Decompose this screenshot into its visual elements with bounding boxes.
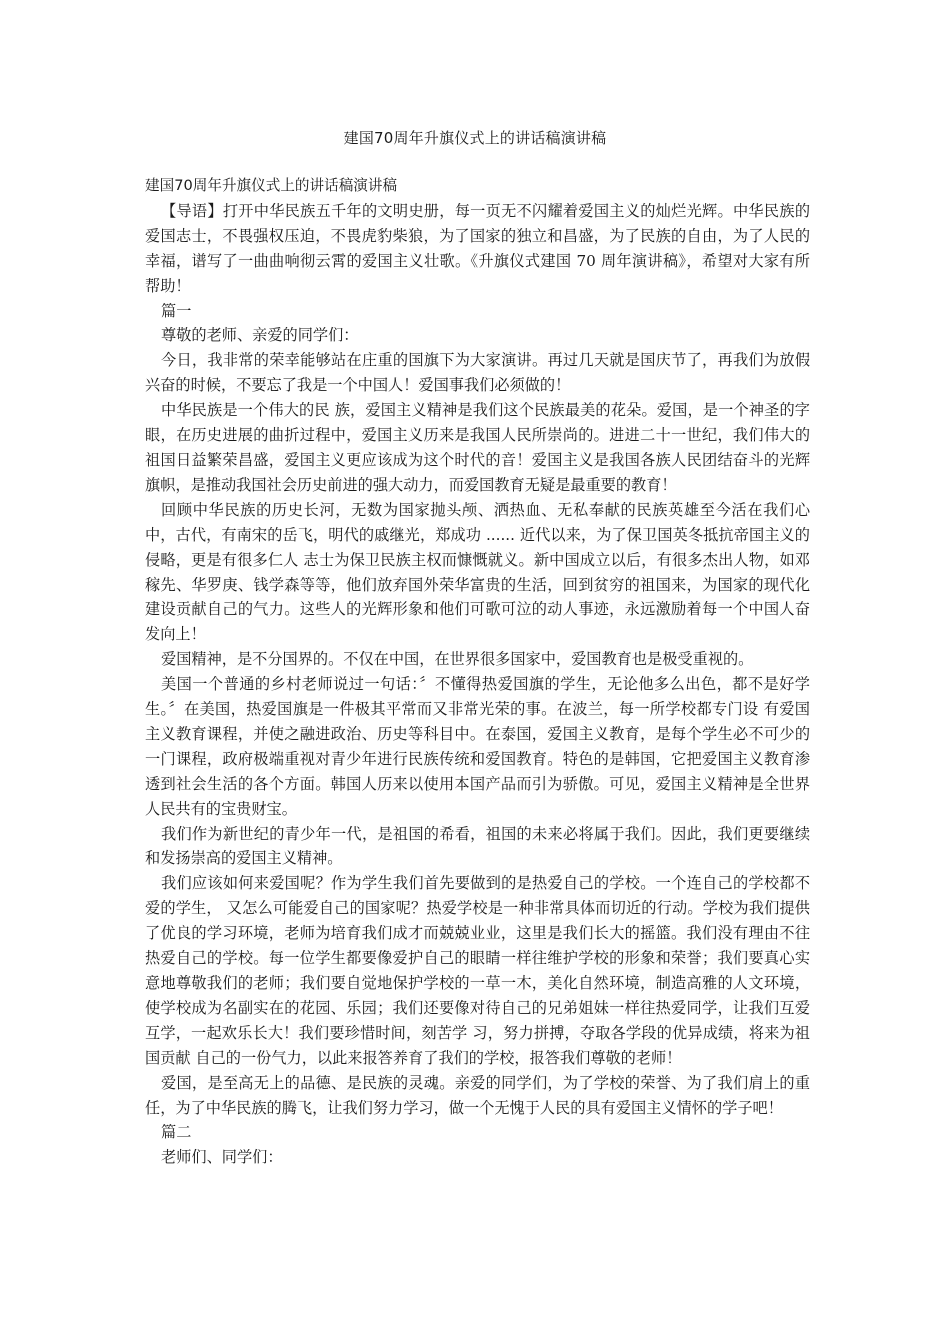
paragraph: 美国一个普通的乡村老师说过一句话：〞不懂得热爱国旗的学生，无论他多么出色，都不是好学生。〞在美国，热爱国旗是一件极其平常而又非常光荣的事。在波兰，每一所学校都专门设 有爱国主义教育课程，并使之融进政治、历史等科目中。在泰国，爱国主义教育，是每个学生必不可少的一门课程，政府极端重视对青少年进行民族传统和爱国教育。特色的是韩国，它把爱国主义教育渗透到社会生活的各个方面。韩国人历来以使用本国产品而引为骄傲。可见，爱国主义精神是全世界人民共有的宝贵财宝。 — [145, 675, 810, 818]
paragraph: 今日，我非常的荣幸能够站在庄重的国旗下为大家演讲。再过几天就是国庆节了，再我们为放假兴奋的时候，不要忘了我是一个中国人！爱国事我们必须做的！ — [145, 351, 810, 395]
document-body — [145, 174, 810, 1170]
paragraph: 我们作为新世纪的青少年一代，是祖国的希看，祖国的未来必将属于我们。因此，我们更要继续和发扬崇高的爱国主义精神。 — [145, 824, 810, 868]
paragraph: 爱国，是至高无上的品德、是民族的灵魂。亲爱的同学们，为了学校的荣誉、为了我们肩上的重任，为了中华民族的腾飞，让我们努力学习，做一个无愧于人民的具有爱国主义情怀的学子吧！ — [145, 1073, 810, 1117]
paragraph: 我们应该如何来爱国呢？作为学生我们首先要做到的是热爱自己的学校。一个连自己的学校都不爱的学生， 又怎么可能爱自己的国家呢？热爱学校是一种非常具体而切近的行动。学校为我们提供了优良的学习环境，老师为培育我们成才而兢兢业业，这里是我们长大的摇篮。我们没有理由不往热爱自己的学校。每一位学生都要像爱护自己的眼睛一样往维护学校的形象和荣誉；我们要真心实意地尊敬我们的老师；我们要自觉地保护学校的一草一木，美化自然环境，制造高雅的人文环境，使学校成为名副实在的花园、乐园；我们还要像对待自己的兄弟姐妹一样往热爱同学，让我们互爱互学，一起欢乐长大！我们要珍惜时间，刻苦学 习，努力拼搏，夺取各学段的优异成绩，将来为祖国贡献 自己的一份气力，以此来报答养育了我们的学校，报答我们尊敬的老师！ — [145, 874, 810, 1067]
salutation: 尊敬的老师、亲爱的同学们： — [161, 326, 359, 345]
section-heading-2: 篇二 — [161, 1123, 192, 1142]
document-title: 建国70周年升旗仪式上的讲话稿演讲稿 — [343, 129, 607, 147]
document-subtitle: 建国70周年升旗仪式上的讲话稿演讲稿 — [145, 177, 398, 194]
paragraph: 爱国精神，是不分国界的。不仅在中国，在世界很多国家中，爱国教育也是极受重视的。 — [161, 650, 754, 669]
section-heading-1: 篇一 — [161, 301, 192, 320]
paragraph: 回顾中华民族的历史长河，无数为国家抛头颅、洒热血、无私奉献的民族英雄至今活在我们心中，古代，有南宋的岳飞，明代的戚继光，郑成功 ...... 近代以来，为了保卫国英冬抵抗帝国主义的侵略，更是有很多仁人 志士为保卫民族主权而慷慨就义。新中国成立以后，有很多杰出人物，如邓稼先、华罗庚、钱学森等等，他们放弃国外荣华富贵的生活，回到贫穷的祖国来，为国家的现代化建设贡献自己的气力。这些人的光辉形象和他们可歌可泣的动人事迹，永远激励着每一个中国人奋发向上！ — [145, 500, 810, 644]
salutation: 老师们、同学们： — [161, 1148, 283, 1167]
lead-paragraph: 【导语】打开中华民族五千年的文明史册，每一页无不闪耀着爱国主义的灿烂光辉。中华民族的爱国志士，不畏强权压迫，不畏虎豹柴狼，为了国家的独立和昌盛，为了民族的自由，为了人民的幸福，谱写了一曲曲响彻云霄的爱国主义壮歌。《升旗仪式建国 70 周年演讲稿》，希望对大家有所帮助！ — [145, 201, 810, 295]
paragraph: 中华民族是一个伟大的民 族，爱国主义精神是我们这个民族最美的花朵。爱国，是一个神圣的字眼，在历史进展的曲折过程中，爱国主义历来是我国人民所崇尚的。进进二十一世纪，我们伟大的祖国日益繁荣昌盛，爱国主义更应该成为这个时代的音！爱国主义是我国各族人民团结奋斗的光辉旗帜，是推动我国社会历史前进的强大动力，而爱国教育无疑是最重要的教育！ — [145, 401, 810, 494]
